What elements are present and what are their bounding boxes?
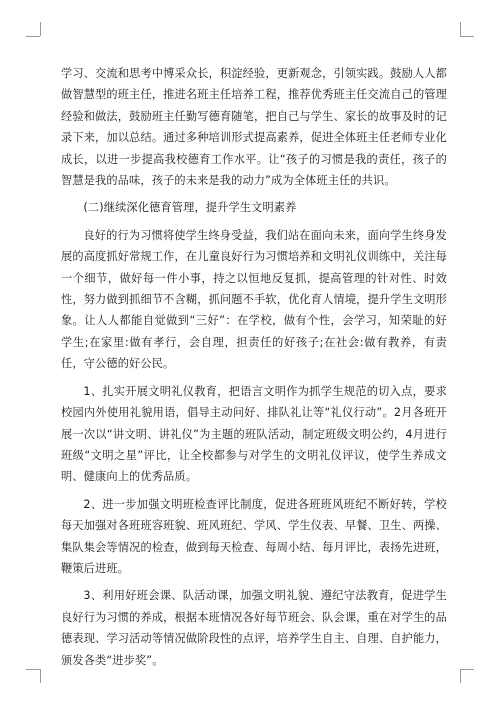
crop-mark-bottom-left-h (26, 669, 40, 670)
crop-mark-top-left-v (40, 22, 41, 36)
document-body (61, 63, 447, 677)
crop-mark-bottom-right-v (460, 669, 461, 683)
paragraph-continuation: 学习、交流和思考中博采众长，积淀经验，更新观念，引领实践。鼓励人人都做智慧型的班主任，推进名班主任培养工程，推荐优秀班主任交流自己的管理经验和做法，鼓励班主任勤写德育随笔，把自己与学生、家长的故事及时的记录下来，加以总结。通过多种培训形式提高素养，促进全体班主任老师专业化成长，以进一步提高我校德育工作水平。让“孩子的习惯是我的责任，孩子的智慧是我的品味，孩子的未来是我的动力”成为全体班主任的共识。 (61, 67, 447, 188)
paragraph-item-3: 3、利用好班会课、队活动课，加强文明礼貌、遵纪守法教育，促进学生良好行为习惯的养成，根据本班情况各好每节班会、队会课，重在对学生的品德表现、学习活动等情况做阶段性的点评，培养学生自主、自理、自护能力，颁发各类“进步奖”。 (61, 589, 447, 667)
crop-mark-bottom-right-h (460, 669, 474, 670)
paragraph-item-2: 2、进一步加强文明班检查评比制度，促进各班班风班纪不断好转，学校每天加强对各班班容班貌、班风班纪、学风、学生仪表、早餐、卫生、两操、集队集会等情况的检查，做到每天检查、每周小结、每月评比，表扬先进班，鞭策后进班。 (61, 497, 447, 575)
crop-mark-top-right-h (460, 36, 474, 37)
crop-mark-bottom-left-v (40, 669, 41, 683)
paragraph-good-habits: 良好的行为习惯将使学生终身受益，我们站在面向未来，面向学生终身发展的高度抓好常规工作，在儿童良好行为习惯培养和文明礼仪训练中，关注每一个细节，做好每一件小事，持之以恒地反复抓，提高管理的针对性、时效性，努力做到抓细节不含糊，抓问题不手软，优化育人情境，提升学生文明形象。让人人都能自觉做到“三好”：在学校，做有个性，会学习，知荣耻的好学生;在家里:做有孝行，会自理，担责任的好孩子;在社会:做有教养，有责任，守公德的好公民。 (61, 228, 447, 371)
crop-mark-top-left-h (26, 36, 40, 37)
crop-mark-top-right-v (460, 22, 461, 36)
section-heading: (二)继续深化德育管理，提升学生文明素养 (83, 201, 297, 215)
paragraph-item-1: 1、扎实开展文明礼仪教育，把语言文明作为抓学生规范的切入点，要求校园内外使用礼貌用语，倡导主动问好、排队礼让等“礼仪行动”。2月各班开展一次以“讲文明、讲礼仪”为主题的班队活动，制定班级文明公约，4月进行班级“文明之星”评比，让全校都参与对学生的文明礼仪评议，使学生养成文明、健康向上的优秀品质。 (61, 384, 447, 484)
